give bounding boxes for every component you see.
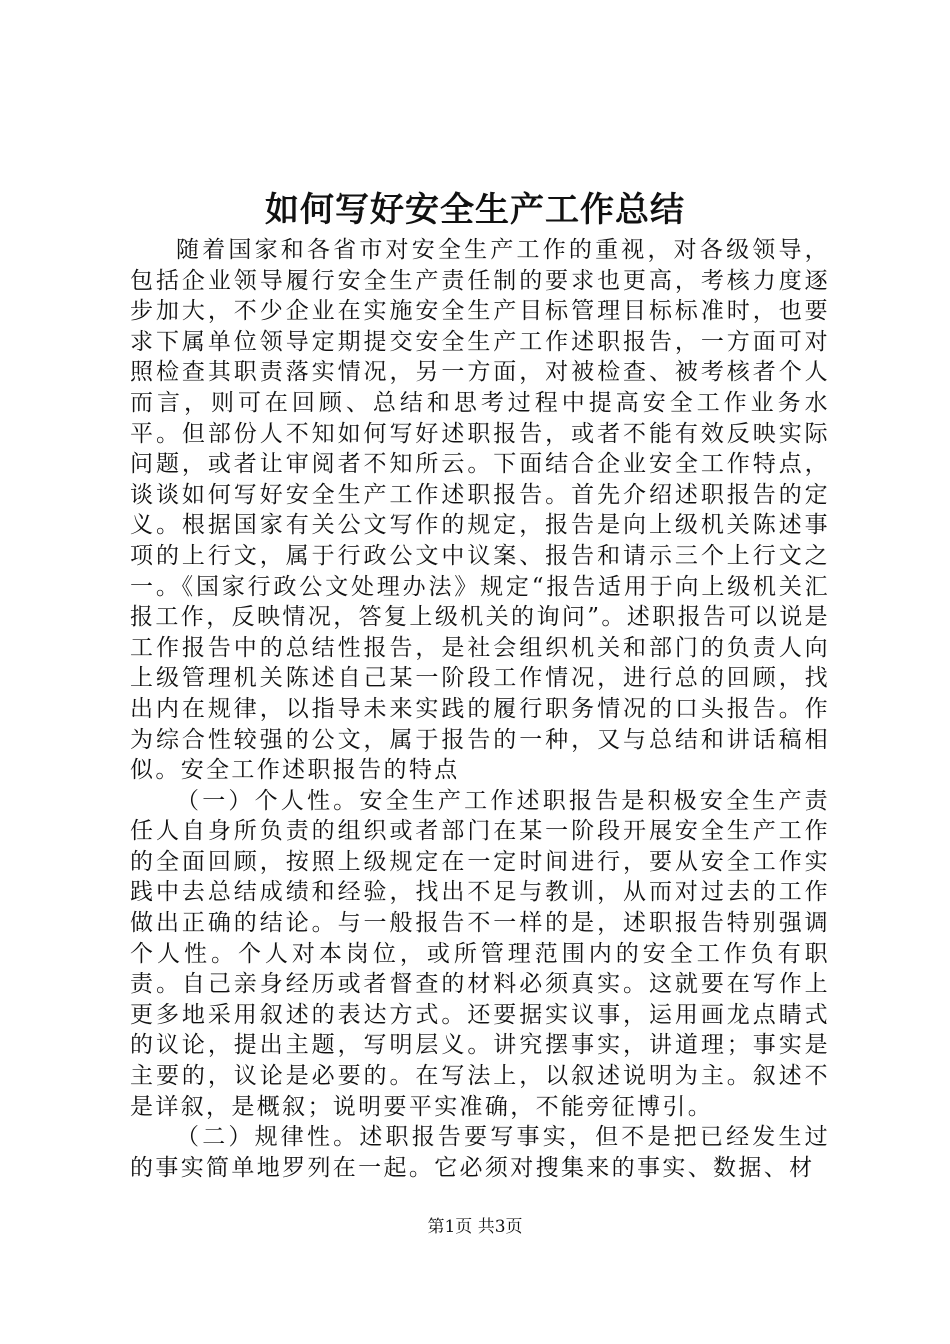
- page-number-footer: 第1页 共3页: [427, 1217, 523, 1237]
- paragraph-personal: （一）个人性。安全生产工作述职报告是积极安全生产责任人自身所负责的组织或者部门在某一阶段开展安全生产工作的全面回顾，按照上级规定在一定时间进行，要从安全工作实践中去总结成绩和经验，找出不足与教训，从而对过去的工作做出正确的结论。与一般报告不一样的是，述职报告特别强调个人性。个人对本岗位，或所管理范围内的安全工作负有职责。自己亲身经历或者督查的材料必须真实。这就要在写作上更多地采用叙述的表达方式。还要据实议事，运用画龙点睛式的议论，提出主题，写明层义。讲究摆事实，讲道理；事实是主要的，议论是必要的。在写法上，以叙述说明为主。叙述不是详叙，是概叙；说明要平实准确，不能旁征博引。: [130, 787, 830, 1120]
- paragraph-regularity: （二）规律性。述职报告要写事实，但不是把已经发生过的事实简单地罗列在一起。它必须对搜集来的事实、数据、材: [130, 1124, 830, 1181]
- document-body: [130, 235, 830, 1183]
- paragraph-intro: 随着国家和各省市对安全生产工作的重视，对各级领导，包括企业领导履行安全生产责任制的要求也更高，考核力度逐步加大，不少企业在实施安全生产目标管理目标标准时，也要求下属单位领导定期提交安全生产工作述职报告，一方面可对照检查其职责落实情况，另一方面，对被检查、被考核者个人而言，则可在回顾、总结和思考过程中提高安全工作业务水平。但部份人不知如何写好述职报告，或者不能有效反映实际问题，或者让审阅者不知所云。下面结合企业安全工作特点，谈谈如何写好安全生产工作述职报告。首先介绍述职报告的定义。根据国家有关公文写作的规定，报告是向上级机关陈述事项的上行文，属于行政公文中议案、报告和请示三个上行文之一。《国家行政公文处理办法》规定“报告适用于向上级机关汇报工作，反映情况，答复上级机关的询问”。述职报告可以说是工作报告中的总结性报告，是社会组织机关和部门的负责人向上级管理机关陈述自己某一阶段工作情况，进行总的回顾，找出内在规律，以指导未来实践的履行职务情况的口头报告。作为综合性较强的公文，属于报告的一种，又与总结和讲话稿相似。安全工作述职报告的特点: [130, 237, 830, 784]
- document-title: 如何写好安全生产工作总结: [265, 190, 685, 230]
